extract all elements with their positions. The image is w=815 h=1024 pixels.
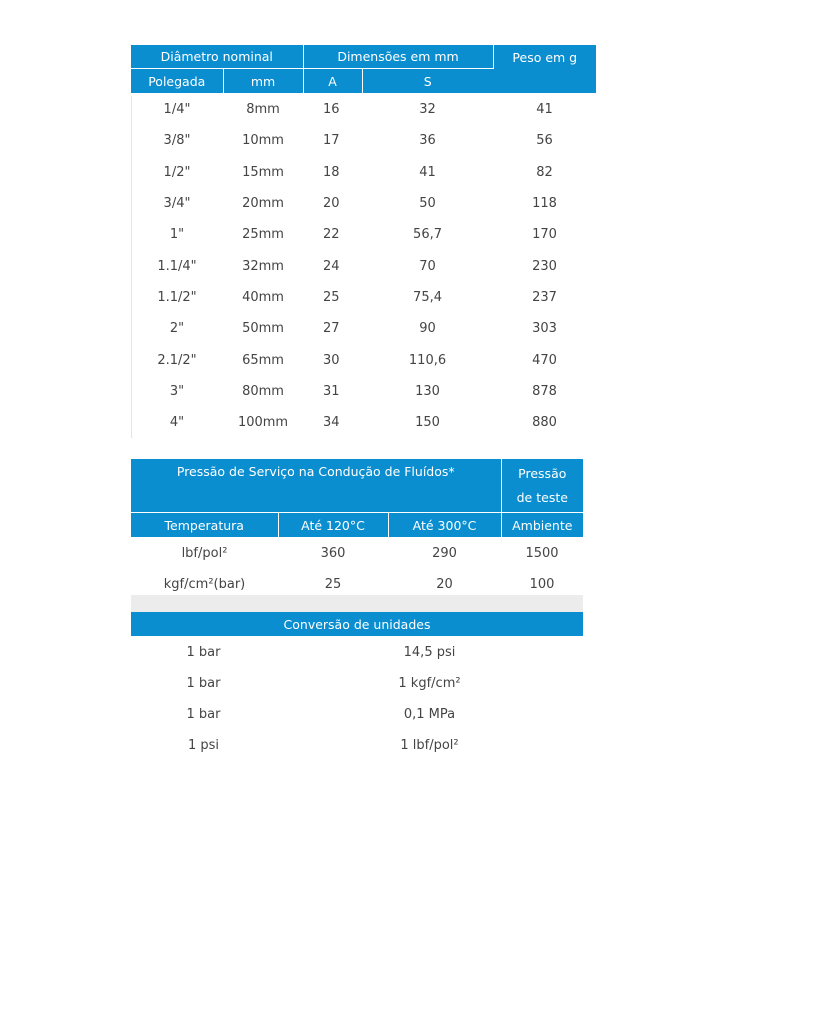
cell-from: 1 bar	[186, 707, 221, 722]
cell-s: 130	[415, 383, 440, 399]
cell-peso: 118	[532, 196, 557, 212]
cell-unit: kgf/cm²(bar)	[163, 577, 246, 592]
table-row	[131, 730, 583, 761]
table-spacer	[131, 595, 583, 612]
cell-ambiente: 1500	[525, 546, 559, 561]
header-temperatura: Temperatura	[131, 513, 278, 538]
cell-from: 1 bar	[186, 676, 221, 691]
cell-peso: 170	[532, 227, 557, 243]
cell-a: 30	[323, 352, 340, 368]
cell-t300: 20	[436, 577, 453, 592]
cell-polegada: 2.1/2"	[157, 352, 197, 368]
cell-a: 24	[323, 258, 340, 274]
cell-polegada: 1.1/2"	[157, 289, 197, 305]
header-pressao-teste	[501, 459, 583, 513]
cell-polegada: 3/8"	[163, 133, 191, 149]
table-row	[131, 668, 583, 699]
table-row	[131, 125, 596, 156]
table-row	[131, 538, 583, 570]
table-row	[131, 313, 596, 344]
cell-polegada: 1.1/4"	[157, 258, 197, 274]
header-a: A	[303, 69, 362, 94]
cell-mm: 8mm	[246, 102, 280, 118]
cell-a: 25	[323, 289, 340, 305]
cell-peso: 230	[532, 258, 557, 274]
cell-unit: lbf/pol²	[181, 546, 228, 561]
cell-mm: 50mm	[242, 321, 284, 337]
cell-peso: 56	[536, 133, 553, 149]
cell-to: 0,1 MPa	[403, 707, 456, 722]
cell-s: 110,6	[408, 352, 447, 368]
header-polegada: Polegada	[131, 69, 223, 94]
table-row	[131, 250, 596, 281]
cell-s: 32	[419, 102, 436, 118]
cell-a: 31	[323, 383, 340, 399]
table-row	[131, 376, 596, 407]
cell-s: 36	[419, 133, 436, 149]
table-row	[131, 219, 596, 250]
dimensions-table	[131, 45, 596, 438]
cell-peso: 878	[532, 383, 557, 399]
cell-s: 41	[419, 164, 436, 180]
header-ambiente: Ambiente	[501, 513, 583, 538]
table-row	[131, 282, 596, 313]
cell-ambiente: 100	[529, 577, 555, 592]
table-row	[131, 699, 583, 730]
cell-s: 50	[419, 196, 436, 212]
header-peso: Peso em g	[493, 45, 596, 94]
header-s: S	[362, 69, 493, 94]
cell-a: 22	[323, 227, 340, 243]
cell-mm: 20mm	[242, 196, 284, 212]
cell-mm: 32mm	[242, 258, 284, 274]
cell-mm: 65mm	[242, 352, 284, 368]
cell-polegada: 4"	[169, 415, 185, 431]
cell-t120: 360	[320, 546, 346, 561]
cell-polegada: 3/4"	[163, 196, 191, 212]
cell-a: 18	[323, 164, 340, 180]
header-ate-120: Até 120°C	[278, 513, 388, 538]
header-mm: mm	[223, 69, 303, 94]
header-dimensoes: Dimensões em mm	[303, 45, 493, 69]
table-row	[131, 157, 596, 188]
cell-peso: 237	[532, 289, 557, 305]
cell-peso: 41	[536, 102, 553, 118]
cell-peso: 470	[532, 352, 557, 368]
cell-a: 20	[323, 196, 340, 212]
cell-polegada: 2"	[169, 321, 185, 337]
cell-polegada: 1/4"	[163, 102, 191, 118]
cell-peso: 880	[532, 415, 557, 431]
cell-s: 70	[419, 258, 436, 274]
table-row	[131, 188, 596, 219]
cell-peso: 303	[532, 321, 557, 337]
cell-polegada: 3"	[169, 383, 185, 399]
cell-mm: 80mm	[242, 383, 284, 399]
cell-to: 14,5 psi	[403, 645, 456, 660]
cell-peso: 82	[536, 164, 553, 180]
cell-polegada: 1/2"	[163, 164, 191, 180]
header-pressao-line2: de teste	[516, 489, 568, 505]
header-pressao-servico: Pressão de Serviço na Condução de Fluídos*	[131, 459, 501, 513]
header-conversao: Conversão de unidades	[131, 612, 583, 637]
cell-to: 1 lbf/pol²	[400, 738, 459, 753]
table-row	[131, 407, 596, 438]
cell-to: 1 kgf/cm²	[398, 676, 461, 691]
cell-mm: 10mm	[242, 133, 284, 149]
header-diametro-nominal: Diâmetro nominal	[131, 45, 303, 69]
cell-a: 16	[323, 102, 340, 118]
cell-mm: 25mm	[242, 227, 284, 243]
cell-t300: 290	[432, 546, 457, 561]
cell-t120: 25	[324, 577, 342, 592]
pressure-table	[131, 459, 583, 600]
conversion-table	[131, 612, 583, 761]
cell-mm: 100mm	[237, 415, 289, 431]
cell-s: 90	[419, 321, 436, 337]
cell-s: 150	[415, 415, 440, 431]
cell-mm: 40mm	[242, 289, 284, 305]
table-row	[131, 637, 583, 669]
cell-mm: 15mm	[242, 164, 284, 180]
cell-s: 75,4	[413, 289, 442, 305]
cell-s: 56,7	[413, 227, 442, 243]
header-pressao-line1: Pressão	[518, 465, 567, 481]
table-row	[131, 344, 596, 375]
cell-from: 1 psi	[187, 738, 220, 753]
cell-a: 17	[323, 133, 340, 149]
cell-a: 27	[323, 321, 340, 337]
cell-a: 34	[323, 415, 340, 431]
cell-polegada: 1"	[169, 227, 185, 243]
header-ate-300: Até 300°C	[388, 513, 501, 538]
table-row	[131, 94, 596, 126]
cell-from: 1 bar	[186, 645, 221, 660]
